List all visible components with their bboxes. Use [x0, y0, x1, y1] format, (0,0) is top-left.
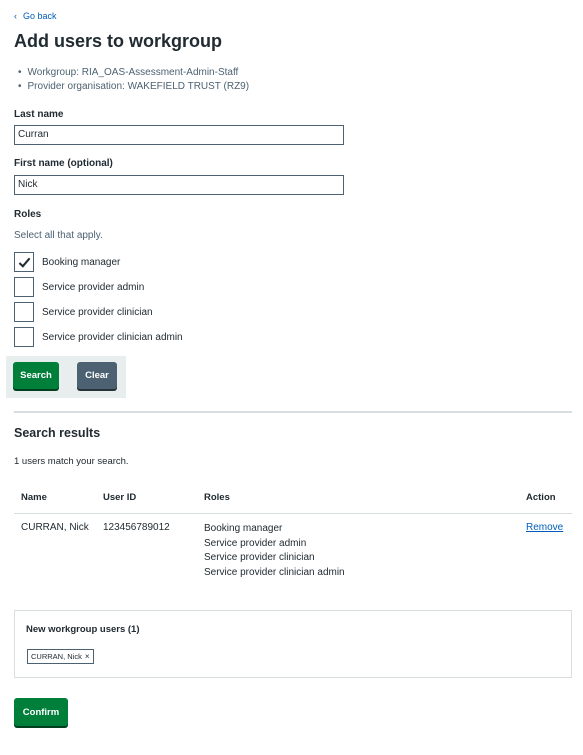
role-label: Service provider clinician: [42, 306, 153, 318]
organisation-text: Provider organisation: WAKEFIELD TRUST (RZ9): [27, 81, 250, 92]
chip-label: CURRAN, Nick: [31, 652, 82, 661]
checkbox[interactable]: [14, 327, 34, 347]
checkbox[interactable]: [14, 252, 34, 272]
first-name-field[interactable]: Nick: [14, 175, 344, 195]
new-users-title: New workgroup users (1): [26, 624, 140, 635]
chevron-left-icon: ‹: [14, 11, 17, 21]
user-chip[interactable]: [27, 649, 94, 664]
checkmark-icon: [18, 256, 31, 269]
section-divider: [14, 411, 572, 413]
search-results-title: Search results: [14, 426, 101, 440]
cell-role: Service provider clinician admin: [204, 566, 345, 578]
meta-item-organisation: [18, 80, 249, 94]
column-header-name: Name: [21, 492, 47, 503]
results-count: 1 users match your search.: [14, 456, 129, 467]
bullet-icon: •: [18, 81, 22, 92]
role-checkbox-service-provider-clinician-admin[interactable]: [14, 327, 183, 347]
role-label: Service provider admin: [42, 281, 145, 293]
confirm-button[interactable]: Confirm: [14, 698, 68, 726]
workgroup-text: Workgroup: RIA_OAS-Assessment-Admin-Staff: [27, 67, 239, 78]
role-checkbox-service-provider-admin[interactable]: [14, 277, 144, 297]
column-header-user-id: User ID: [103, 492, 137, 503]
column-header-roles: Roles: [204, 492, 230, 503]
checkbox[interactable]: [14, 277, 34, 297]
remove-link[interactable]: Remove: [526, 522, 564, 533]
cell-role: Service provider admin: [204, 537, 307, 549]
cell-roles: [204, 522, 345, 580]
last-name-field[interactable]: Curran: [14, 125, 344, 145]
roles-label: Roles: [14, 209, 42, 220]
role-label: Booking manager: [42, 256, 121, 268]
search-button[interactable]: Search: [13, 362, 59, 389]
close-icon[interactable]: ×: [84, 652, 90, 661]
first-name-label: First name (optional): [14, 158, 113, 169]
role-checkbox-booking-manager[interactable]: [14, 252, 120, 272]
cell-role: Booking manager: [204, 523, 283, 534]
back-link[interactable]: [14, 11, 57, 21]
bullet-icon: •: [18, 67, 22, 78]
cell-user-id: 123456789012: [103, 522, 170, 533]
table-header-divider: [14, 513, 572, 514]
clear-button[interactable]: Clear: [77, 362, 117, 389]
column-header-action: Action: [526, 492, 556, 503]
meta-item-workgroup: [18, 66, 249, 80]
cell-name: CURRAN, Nick: [21, 522, 89, 533]
back-link-label: Go back: [23, 11, 57, 21]
role-checkbox-service-provider-clinician[interactable]: [14, 302, 153, 322]
new-workgroup-users-panel: [14, 610, 572, 678]
roles-hint: Select all that apply.: [14, 230, 103, 241]
page-title: Add users to workgroup: [14, 31, 223, 51]
last-name-label: Last name: [14, 109, 64, 120]
workgroup-details: [18, 66, 249, 94]
role-label: Service provider clinician admin: [42, 331, 183, 343]
checkbox[interactable]: [14, 302, 34, 322]
cell-role: Service provider clinician: [204, 552, 315, 563]
form-actions: [6, 356, 126, 398]
